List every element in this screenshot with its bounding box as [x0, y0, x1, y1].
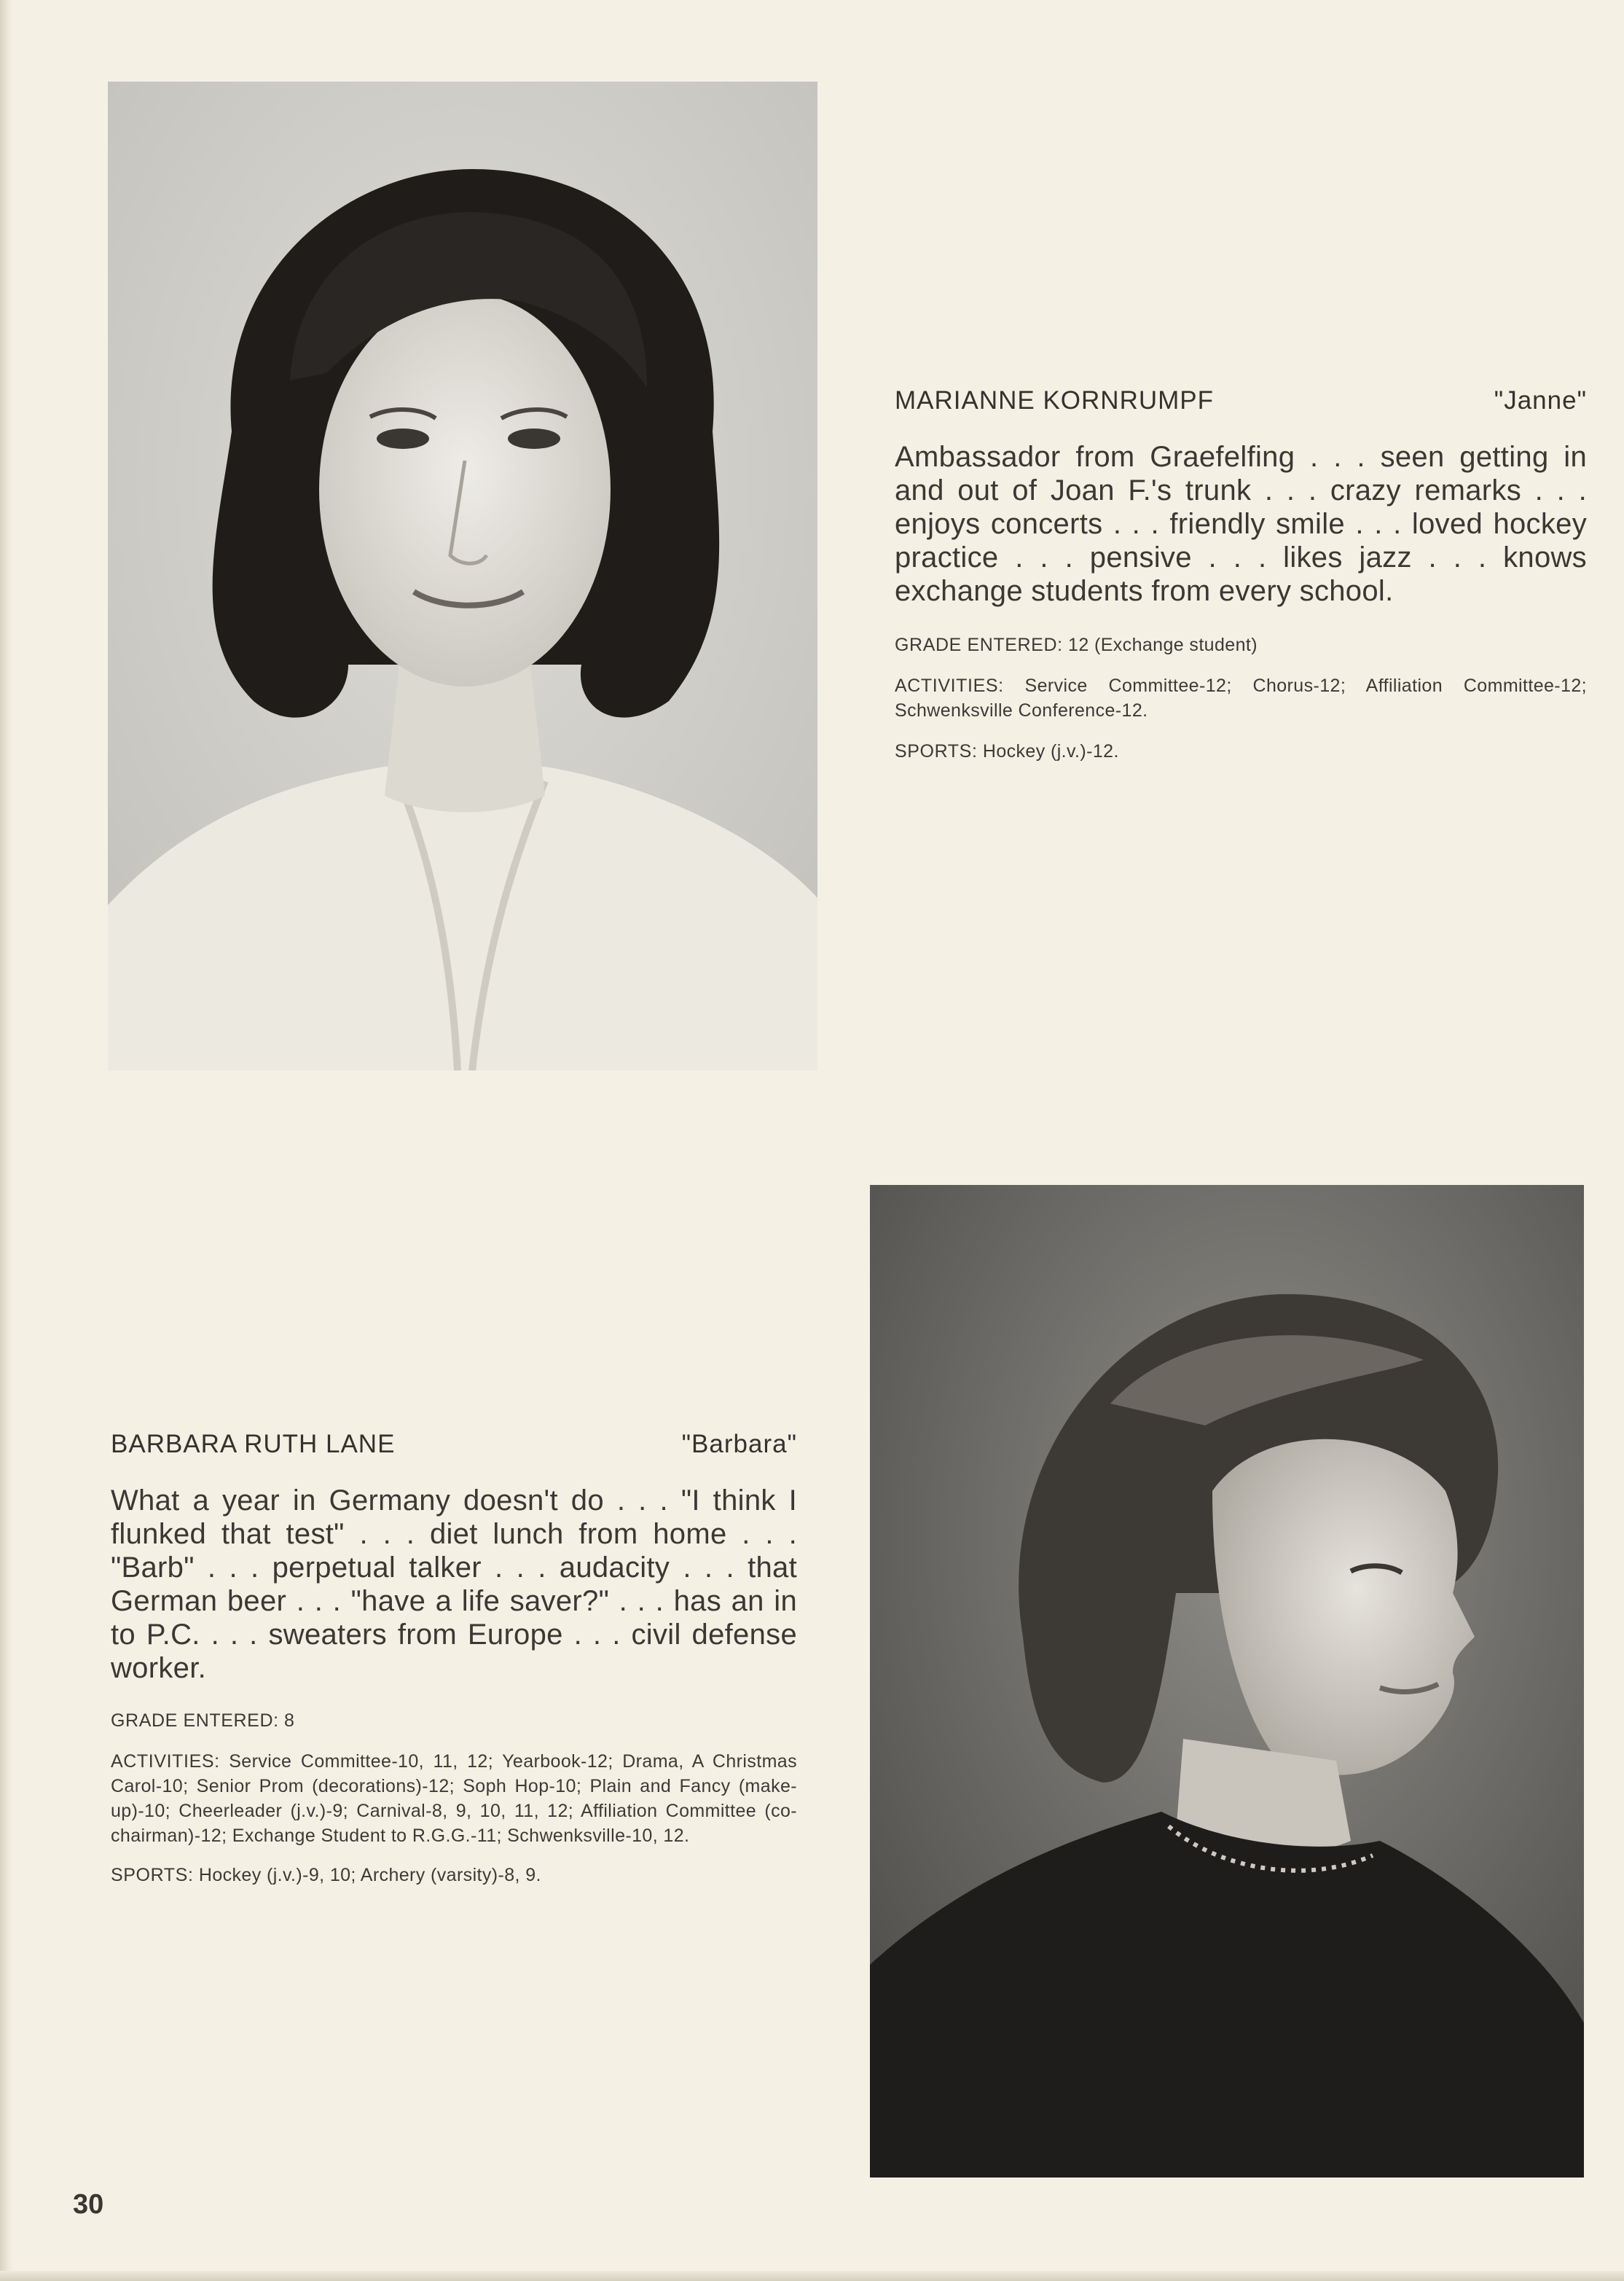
activities: [895, 673, 1587, 723]
sports-label: SPORTS:: [895, 741, 978, 762]
page-bottom-edge: [0, 2271, 1624, 2281]
sports: [111, 1863, 797, 1887]
activities-label: ACTIVITIES:: [111, 1751, 220, 1772]
student-name: MARIANNE KORNRUMPF: [895, 386, 1215, 415]
grade-entered: [895, 633, 1587, 657]
student-nickname: "Barbara": [681, 1430, 797, 1458]
sports-label: SPORTS:: [111, 1865, 194, 1885]
student-blurb: What a year in Germany doesn't do . . . "I think I flunked that test" . . . diet lunch from home . . . "Barb" . . . perpetual talker . . . audacity . . . that German beer . . . "have a life saver?" . . . has an in to P.C. . . . sweaters from Europe . . . civil defense worker.: [111, 1484, 797, 1684]
name-row: [111, 1430, 797, 1459]
page-binding-edge: [0, 0, 13, 2281]
portrait-photo-kornrumpf: [108, 82, 817, 1071]
activities-value: Service Committee-10, 11, 12; Yearbook-12; Drama, A Christmas Carol-10; Senior Prom (decorations)-12; Soph Hop-10; Plain and Fancy (make-up)-10; Cheerleader (j.v.)-9; Carnival-8, 9, 10, 11, 12; Affiliation Committee (co-chairman)-12; Exchange Student to R.G.G.-11; Schwenksville-10, 12.: [111, 1751, 797, 1846]
student-blurb: Ambassador from Graefelfing . . . seen getting in and out of Joan F.'s trunk . . . crazy remarks . . . enjoys concerts . . . friendly smile . . . loved hockey practice . . . pensive . . . likes jazz . . . knows exchange students from every school.: [895, 441, 1587, 607]
bio-lane: [111, 1430, 797, 1887]
grade-entered-label: GRADE ENTERED:: [111, 1710, 279, 1731]
grade-entered-value: 12 (Exchange student): [1068, 635, 1258, 655]
grade-entered-label: GRADE ENTERED:: [895, 635, 1063, 655]
grade-entered-value: 8: [284, 1710, 295, 1731]
activities: [111, 1749, 797, 1848]
page-number: 30: [73, 2189, 104, 2220]
sports-value: Hockey (j.v.)-9, 10; Archery (varsity)-8, 9.: [198, 1865, 541, 1885]
activities-label: ACTIVITIES:: [895, 676, 1004, 696]
grade-entered: [111, 1708, 797, 1733]
student-name: BARBARA RUTH LANE: [111, 1430, 396, 1458]
name-row: [895, 386, 1587, 415]
student-nickname: "Janne": [1494, 386, 1587, 415]
bio-kornrumpf: [895, 386, 1587, 764]
activities-value: Service Committee-12; Chorus-12; Affiliation Committee-12; Schwenksville Conference-12.: [895, 676, 1587, 721]
sports: [895, 739, 1587, 764]
portrait-photo-lane: [870, 1185, 1584, 2178]
sports-value: Hockey (j.v.)-12.: [982, 741, 1119, 762]
